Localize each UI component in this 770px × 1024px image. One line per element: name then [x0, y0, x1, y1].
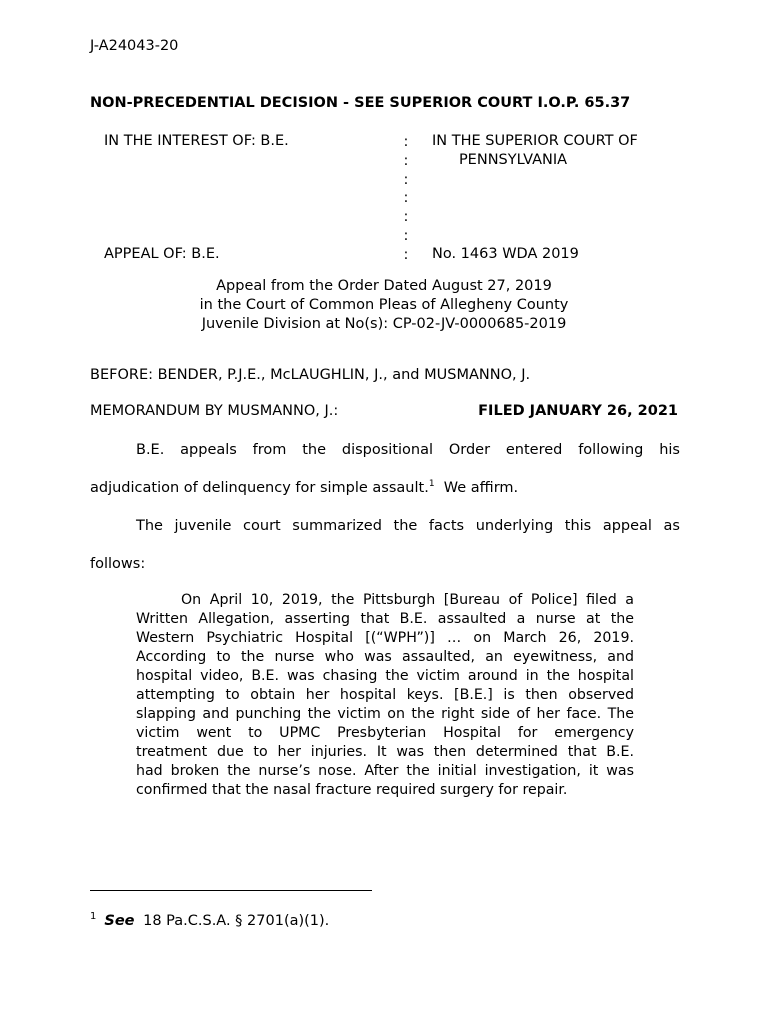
appeal-info-line: Juvenile Division at No(s): CP-02-JV-0000685-2019: [201, 316, 567, 332]
paragraph-line: B.E. appeals from the dispositional Order entered following his: [136, 442, 680, 458]
caption-colon: :: [403, 190, 409, 207]
caption-colon: :: [403, 209, 409, 226]
footnote-number: 1: [90, 911, 97, 923]
memorandum-author: MEMORANDUM BY MUSMANNO, J.:: [90, 403, 339, 419]
court-name-line-1: IN THE SUPERIOR COURT OF: [432, 133, 638, 149]
quote-line: On April 10, 2019, the Pittsburgh [Bureau of Police] filed a: [181, 592, 634, 608]
quote-line: slapping and punching the victim on the right side of her face. The: [136, 706, 634, 722]
paragraph-line: follows:: [90, 556, 146, 572]
appeal-info-line: Appeal from the Order Dated August 27, 2019: [216, 278, 552, 294]
caption-party: IN THE INTEREST OF: B.E.: [104, 133, 289, 149]
appeal-info-line: in the Court of Common Pleas of Allegheny County: [199, 297, 569, 313]
panel-line: BEFORE: BENDER, P.J.E., McLAUGHLIN, J., and MUSMANNO, J.: [90, 367, 531, 383]
caption-colon: :: [403, 152, 409, 169]
block-quote: [136, 591, 634, 800]
quote-line: Written Allegation, asserting that B.E. assaulted a nurse at the: [136, 611, 634, 627]
quote-line: hospital video, B.E. was chasing the victim around in the hospital: [136, 668, 634, 684]
decision-header: NON-PRECEDENTIAL DECISION - SEE SUPERIOR COURT I.O.P. 65.37: [90, 95, 631, 111]
paragraph-text: adjudication of delinquency for simple assault.: [90, 480, 429, 496]
quote-line: attempting to obtain her hospital keys. [B.E.] is then observed: [136, 687, 634, 703]
quote-line: had broken the nurse’s nose. After the initial investigation, it was: [136, 763, 634, 779]
quote-line: According to the nurse who was assaulted, an eyewitness, and: [136, 649, 634, 665]
quote-line: confirmed that the nasal fracture required surgery for repair.: [136, 782, 568, 798]
court-name-line-2: PENNSYLVANIA: [458, 152, 568, 168]
paragraph-line: [90, 469, 680, 507]
footnote-reference[interactable]: 1: [428, 479, 435, 490]
footnote: [90, 913, 329, 929]
filed-date: FILED JANUARY 26, 2021: [478, 403, 678, 419]
caption-colon: :: [403, 227, 409, 244]
quote-line: treatment due to her injuries. It was then determined that B.E.: [136, 744, 634, 760]
intro-paragraph: [90, 507, 680, 583]
quote-line: victim went to UPMC Presbyterian Hospital for emergency: [136, 725, 634, 741]
caption-colon: :: [403, 134, 409, 150]
caption-appellant: APPEAL OF: B.E.: [104, 246, 220, 262]
paragraph-line: The juvenile court summarized the facts underlying this appeal as: [136, 518, 680, 534]
opening-paragraph: [90, 431, 680, 507]
docket-number: No. 1463 WDA 2019: [432, 246, 579, 262]
footnote-divider: [90, 890, 372, 891]
footnote-citation: 18 Pa.C.S.A. § 2701(a)(1).: [143, 913, 330, 929]
quote-line: Western Psychiatric Hospital [(“WPH”)] … on March 26, 2019.: [136, 630, 634, 646]
docket-header: J-A24043-20: [90, 38, 179, 54]
footnote-signal: See: [104, 913, 135, 929]
caption-colon: :: [403, 246, 409, 263]
caption-colon: :: [403, 171, 409, 188]
appeal-info: [90, 277, 678, 334]
paragraph-text: We affirm.: [434, 480, 519, 496]
